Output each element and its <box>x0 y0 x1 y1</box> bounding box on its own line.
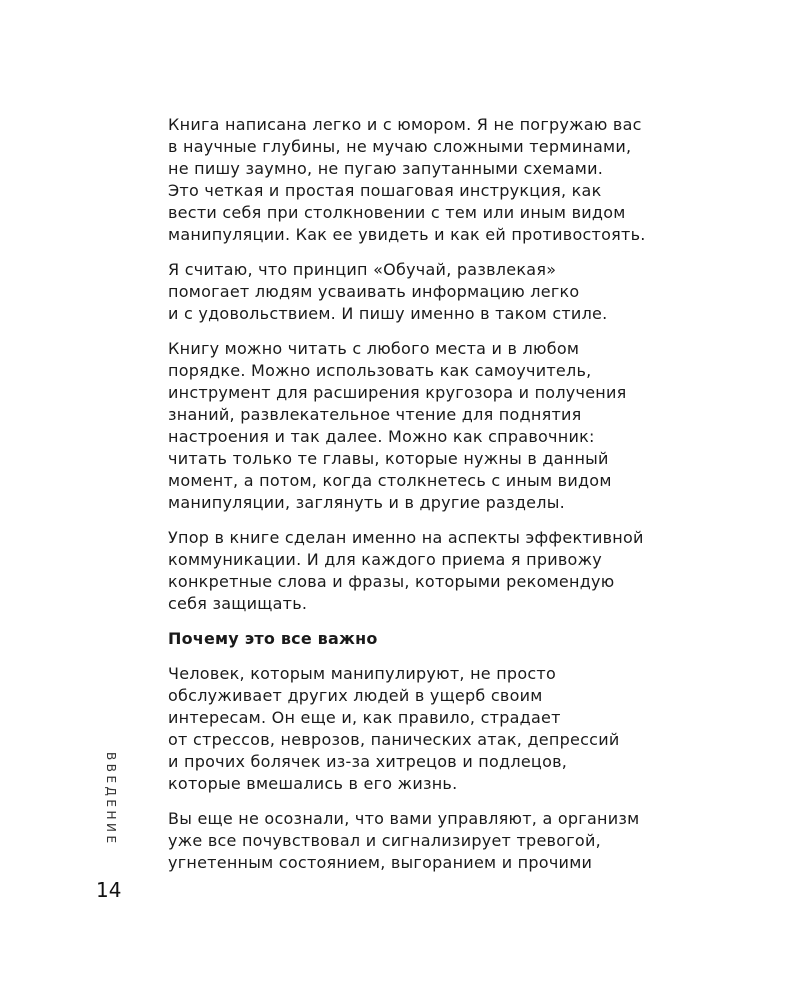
section-heading: Почему это все важно <box>168 629 378 648</box>
paragraph: Человек, которым манипулируют, не просто обслуживает других людей в ущерб своим интересам. Он еще и, как правило, страдает от стрессов, неврозов, панических атак, депрессий и прочих болячек из-за хитрецов и подлецов, которые вмешались в его жизнь. <box>168 664 620 793</box>
paragraph: Я считаю, что принцип «Обучай, развлекая» помогает людям усваивать информацию легко и с удовольствием. И пишу именно в таком стиле. <box>168 260 608 323</box>
paragraph: Книга написана легко и с юмором. Я не погружаю вас в научные глубины, не мучаю сложными терминами, не пишу заумно, не пугаю запутанными схемами. Это четкая и простая пошаговая инструкция, как вести себя при столкновении с тем или иным видом манипуляции. Как ее увидеть и как ей противостоять. <box>168 115 646 244</box>
running-head: ВВЕДЕНИЕ <box>104 752 118 847</box>
paragraph: Книгу можно читать с любого места и в любом порядке. Можно использовать как самоучитель, инструмент для расширения кругозора и получения знаний, развлекательное чтение для поднятия настроения и так далее. Можно как справочник: читать только те главы, которые нужны в данный момент, а потом, когда столкнетесь с иным видом манипуляции, заглянуть и в другие разделы. <box>168 339 627 512</box>
page-number: 14 <box>96 878 122 902</box>
paragraph: Упор в книге сделан именно на аспекты эффективной коммуникации. И для каждого приема я привожу конкретные слова и фразы, которыми рекомендую себя защищать. <box>168 528 644 613</box>
page-body <box>168 114 708 887</box>
paragraph: Вы еще не осознали, что вами управляют, а организм уже все почувствовал и сигнализирует тревогой, угнетенным состоянием, выгоранием и прочими <box>168 809 640 872</box>
